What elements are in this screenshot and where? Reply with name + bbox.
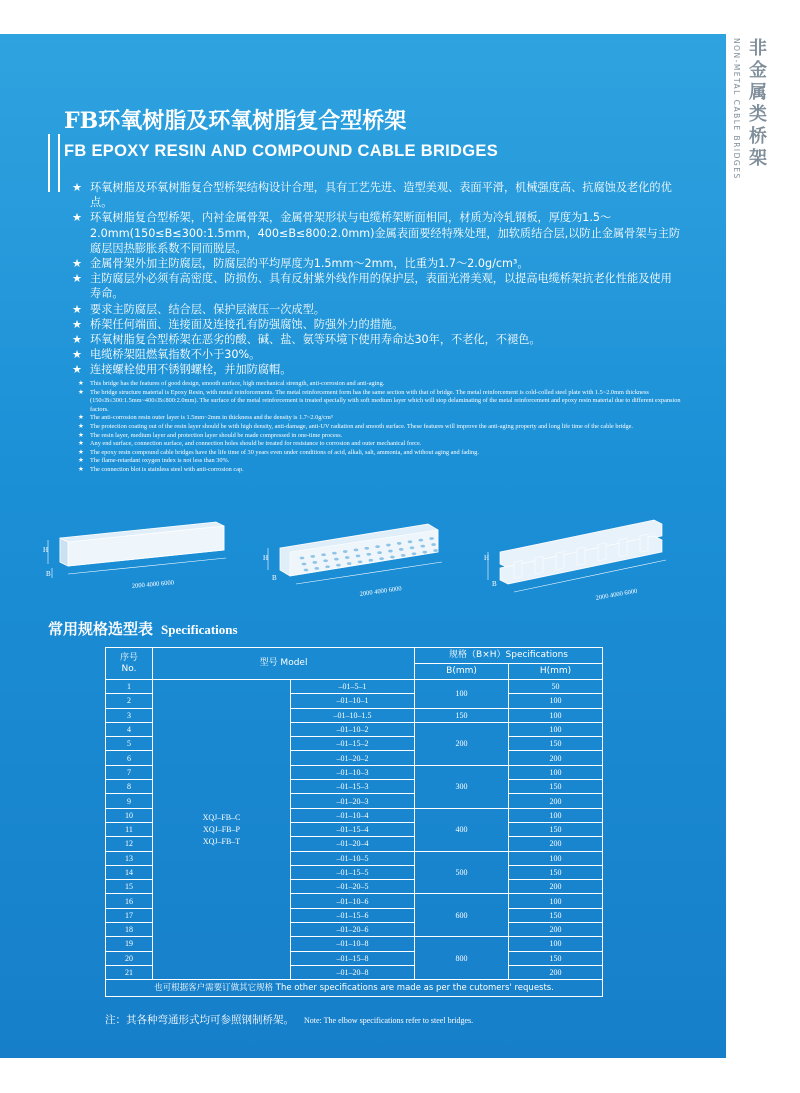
- drawing-3-b-label: B: [492, 580, 497, 588]
- cell-model-suffix: –01–10–3: [291, 765, 415, 779]
- feature-en-item: [78, 432, 683, 441]
- feature-cn-item: [72, 180, 682, 210]
- perforation-hole: [401, 554, 406, 557]
- perforation-hole: [315, 567, 320, 570]
- specifications-table: [105, 647, 603, 997]
- cell-model-suffix: –01–20–5: [291, 880, 415, 894]
- ladder-rung: [577, 547, 585, 565]
- feature-cn-item: [72, 332, 682, 347]
- perforation-hole: [390, 556, 395, 559]
- ladder-rung: [535, 556, 543, 574]
- feature-cn-item-text: 主防腐层外必须有高密度、防损伤、具有反射紫外线作用的保护层，表面光滑美观，以提高电缆桥架抗老化性能及使用寿命。: [90, 272, 672, 301]
- drawing-1-length-label: 2000 4000 6000: [131, 579, 175, 590]
- cell-model-suffix: –01–10–1.5: [291, 708, 415, 722]
- perforation-hole: [334, 558, 339, 561]
- perforation-hole: [358, 561, 363, 564]
- header-h: H(mm): [509, 664, 603, 680]
- star-bullet-icon: ★: [78, 422, 84, 430]
- perforation-hole: [408, 540, 413, 543]
- cell-h: 100: [509, 894, 603, 908]
- cell-model-suffix: –01–20–4: [291, 837, 415, 851]
- perforation-hole: [399, 548, 404, 551]
- side-label-char: 类: [749, 104, 767, 125]
- cell-model-suffix: –01–15–8: [291, 951, 415, 965]
- cell-h: 150: [509, 737, 603, 751]
- star-bullet-icon: ★: [78, 388, 84, 396]
- ladder-rung: [514, 560, 522, 578]
- feature-cn-item-text: 环氧树脂及环氧树脂复合型桥架结构设计合理，具有工艺先进、造型美观、表面平滑，机械强度高、抗腐蚀及老化的优点。: [90, 181, 672, 210]
- side-label-char: 架: [749, 148, 767, 169]
- spec-heading: [48, 618, 238, 639]
- cell-no: 6: [106, 751, 153, 765]
- perforation-hole: [386, 544, 391, 547]
- feature-cn-item-text: 连接螺栓使用不锈钢螺栓，并加防腐帽。: [90, 363, 292, 377]
- feature-cn-item: [72, 271, 682, 301]
- cell-b: 100: [415, 680, 509, 709]
- cell-model-suffix: –01–15–6: [291, 908, 415, 922]
- cell-model-suffix: –01–15–5: [291, 865, 415, 879]
- cell-b: 800: [415, 937, 509, 980]
- cell-no: 9: [106, 794, 153, 808]
- drawing-3-length-label: 2000 4000 6000: [595, 587, 638, 602]
- spec-heading-cn: 常用规格选型表: [48, 620, 154, 638]
- perforation-hole: [429, 537, 434, 540]
- feature-en-item-text: Any end surface, connection surface, and connection holes should be treated for resistance to corrosion and outer mechanical force.: [90, 440, 422, 448]
- cell-no: 3: [106, 708, 153, 722]
- cell-h: 150: [509, 951, 603, 965]
- ladder-rung: [556, 552, 564, 570]
- side-label-cn: [748, 38, 768, 170]
- perforation-hole: [369, 559, 374, 562]
- perforation-hole: [313, 561, 318, 564]
- cell-model-suffix: –01–10–4: [291, 808, 415, 822]
- cell-model-suffix: –01–5–1: [291, 680, 415, 694]
- cell-no: 4: [106, 722, 153, 736]
- side-label-en: NON-METAL CABLE BRIDGES: [732, 38, 741, 180]
- cell-h: 100: [509, 708, 603, 722]
- feature-cn-item-text: 要求主防腐层、结合层、保护层液压一次成型。: [90, 302, 325, 316]
- cell-model-suffix: –01–15–4: [291, 822, 415, 836]
- cell-b: 600: [415, 894, 509, 937]
- feature-cn-item: [72, 347, 682, 362]
- cell-no: 7: [106, 765, 153, 779]
- feature-cn-item: [72, 256, 682, 271]
- features-en-list: [78, 380, 683, 475]
- cell-model-suffix: –01–20–8: [291, 965, 415, 979]
- header-spec: 规格（B×H）Specifications: [415, 648, 603, 664]
- feature-en-item-text: This bridge has the features of good design, smooth surface, high mechanical strength, anti-corrosion and anti-aging.: [90, 380, 385, 387]
- cell-no: 1: [106, 680, 153, 694]
- solid-tray-drawing: [40, 516, 250, 596]
- perforation-hole: [375, 545, 380, 548]
- perforation-hole: [311, 555, 316, 558]
- cell-h: 200: [509, 923, 603, 937]
- cell-h: 100: [509, 851, 603, 865]
- cell-no: 15: [106, 880, 153, 894]
- cell-b: 150: [415, 708, 509, 722]
- cell-h: 150: [509, 780, 603, 794]
- cell-model-prefix: [153, 680, 291, 980]
- cell-no: 20: [106, 951, 153, 965]
- perforation-hole: [379, 557, 384, 560]
- cell-model-suffix: –01–20–3: [291, 794, 415, 808]
- footnote: [105, 1008, 473, 1027]
- cell-model-suffix: –01–15–3: [291, 780, 415, 794]
- feature-cn-item-text: 金属骨架外加主防腐层，防腐层的平均厚度为1.5mm～2mm，比重为1.7～2.0g/cm³。: [90, 257, 529, 271]
- star-bullet-icon: ★: [72, 333, 83, 347]
- star-bullet-icon: ★: [72, 272, 83, 286]
- perforation-hole: [410, 546, 415, 549]
- cell-b: 500: [415, 851, 509, 894]
- perforation-hole: [347, 562, 352, 565]
- perforation-hole: [423, 551, 428, 554]
- feature-cn-item-text: 桥架任何端面、连接面及连接孔有防强腐蚀、防强外力的措施。: [90, 317, 404, 331]
- feature-en-item-text: The flame-retardant oxygen index is not less than 30%.: [90, 457, 230, 465]
- perforation-hole: [433, 549, 438, 552]
- feature-en-item-text: The protection coating out of the resin layer should be with high density, anti-damage, anti-UV radiation and smooth surface. These features will improve the anti-aging property and long life time of the cable bridge.: [90, 422, 634, 430]
- header-no: 序号 No.: [106, 648, 153, 680]
- star-bullet-icon: ★: [78, 431, 84, 439]
- perforation-hole: [431, 543, 436, 546]
- perforation-hole: [343, 550, 348, 553]
- cell-b: 200: [415, 722, 509, 765]
- cell-h: 100: [509, 722, 603, 736]
- cell-model-suffix: –01–20–6: [291, 923, 415, 937]
- cell-model-suffix: –01–10–1: [291, 694, 415, 708]
- cell-h: 150: [509, 908, 603, 922]
- drawing-3-h-label: H: [484, 554, 490, 562]
- drawing-2-b-label: B: [272, 574, 277, 582]
- cell-h: 100: [509, 808, 603, 822]
- feature-cn-item: [72, 302, 682, 317]
- perforation-hole: [304, 569, 309, 572]
- star-bullet-icon: ★: [72, 363, 83, 377]
- title-accent-bars: [48, 134, 60, 192]
- cell-model-suffix: –01–20–2: [291, 751, 415, 765]
- table-row: [106, 680, 603, 694]
- star-bullet-icon: ★: [72, 257, 83, 271]
- side-label-char: 金: [749, 60, 767, 81]
- feature-en-item: [78, 440, 683, 449]
- feature-en-item: [78, 380, 683, 389]
- perforation-hole: [421, 545, 426, 548]
- cell-b: 300: [415, 765, 509, 808]
- perforation-hole: [388, 550, 393, 553]
- cell-h: 200: [509, 965, 603, 979]
- footnote-en: Note: The elbow specifications refer to steel bridges.: [304, 1016, 474, 1025]
- perforation-hole: [302, 563, 307, 566]
- cell-no: 17: [106, 908, 153, 922]
- side-label-char: 桥: [749, 126, 767, 147]
- cell-h: 100: [509, 694, 603, 708]
- header-model: 型号 Model: [153, 648, 415, 680]
- header-b: B(mm): [415, 664, 509, 680]
- cell-no: 21: [106, 965, 153, 979]
- model-prefix-text: XQJ–FB–C XQJ–FB–P XQJ–FB–T: [202, 812, 241, 846]
- star-bullet-icon: ★: [72, 317, 83, 331]
- feature-cn-item-text: 环氧树脂复合型桥架，内衬金属骨架，金属骨架形状与电缆桥架断面相同，材质为冷轧钢板，厚度为1.5～2.0mm(150≤B≤300:1.5mm，400≤B≤800:2.0mm)金属表面要经特殊处理，加软质结合层,以防止金属骨架与主防腐层因热膨胀系数不同而脱层。: [90, 211, 681, 255]
- ladder-rung: [640, 534, 648, 552]
- cell-h: 150: [509, 822, 603, 836]
- ladder-rung: [619, 538, 627, 556]
- ladder-rung: [598, 543, 606, 561]
- cell-no: 11: [106, 822, 153, 836]
- perforated-tray-drawing: [262, 518, 472, 602]
- drawing-2-h-label: H: [263, 554, 269, 562]
- perforation-hole: [323, 559, 328, 562]
- perforation-hole: [419, 539, 424, 542]
- footnote-cn: 注：其各种弯通形式均可参照钢制桥架。: [105, 1014, 294, 1026]
- cell-model-suffix: –01–15–2: [291, 737, 415, 751]
- star-bullet-icon: ★: [78, 457, 84, 465]
- feature-cn-item: [72, 317, 682, 332]
- feature-en-item-text: The epoxy resin compound cable bridges have the life time of 30 years even under conditions of acid, alkali, salt, ammonia, and without aging and fading.: [90, 448, 479, 456]
- spec-heading-en: Specifications: [161, 622, 238, 637]
- star-bullet-icon: ★: [72, 302, 83, 316]
- feature-cn-item: [72, 362, 682, 377]
- perforation-hole: [377, 551, 382, 554]
- side-category-label: [732, 34, 770, 214]
- feature-en-item-text: The resin layer, medium layer and protection layer should be made compressed in one-time process.: [90, 431, 343, 439]
- feature-en-item-text: The connection blot is stainless steel with anti-corrosion cap.: [90, 465, 244, 473]
- star-bullet-icon: ★: [78, 448, 84, 456]
- side-label-char: 非: [749, 38, 767, 59]
- cell-b: 400: [415, 808, 509, 851]
- cell-h: 50: [509, 680, 603, 694]
- perforation-hole: [321, 553, 326, 556]
- perforation-hole: [356, 555, 361, 558]
- star-bullet-icon: ★: [78, 414, 84, 422]
- cell-h: 200: [509, 880, 603, 894]
- cell-model-suffix: –01–10–8: [291, 937, 415, 951]
- cell-h: 200: [509, 794, 603, 808]
- feature-en-item: [78, 389, 683, 415]
- cell-no: 5: [106, 737, 153, 751]
- cell-no: 13: [106, 851, 153, 865]
- cell-no: 16: [106, 894, 153, 908]
- page-title-en: FB EPOXY RESIN AND COMPOUND CABLE BRIDGES: [64, 142, 499, 160]
- cell-model-suffix: –01–10–6: [291, 894, 415, 908]
- feature-cn-item: [72, 210, 682, 256]
- feature-en-item: [78, 449, 683, 458]
- feature-en-item: [78, 423, 683, 432]
- feature-en-item: [78, 457, 683, 466]
- perforation-hole: [354, 549, 359, 552]
- perforation-hole: [345, 556, 350, 559]
- perforation-hole: [300, 557, 305, 560]
- cell-h: 150: [509, 865, 603, 879]
- cell-model-suffix: –01–10–5: [291, 851, 415, 865]
- feature-en-item-text: The anti-corrosion resin outer layer is 1.5mm~2mm in thickness and the density is 1.7~2.0g/cm³: [90, 414, 333, 422]
- cell-h: 200: [509, 837, 603, 851]
- perforation-hole: [397, 542, 402, 545]
- cell-model-suffix: –01–10–2: [291, 722, 415, 736]
- drawing-2-length-label: 2000 4000 6000: [359, 585, 403, 598]
- star-bullet-icon: ★: [78, 465, 84, 473]
- star-bullet-icon: ★: [78, 440, 84, 448]
- ladder-tray-drawing: [484, 516, 684, 606]
- drawing-1-b-label: B: [46, 570, 51, 578]
- table-note: 也可根据客户需要订做其它规格 The other specifications are made as per the cutomers' requests.: [106, 980, 603, 997]
- feature-en-item: [78, 466, 683, 475]
- features-cn-list: [72, 180, 682, 378]
- side-label-char: 属: [749, 82, 767, 103]
- cell-h: 100: [509, 937, 603, 951]
- cell-no: 14: [106, 865, 153, 879]
- star-bullet-icon: ★: [78, 380, 84, 387]
- cell-h: 100: [509, 765, 603, 779]
- feature-en-item-text: The bridge structure material is Epoxy Resin, with metal reinforcements. The metal reinforcement form has the same section with that of bridge. The metal reinforcement is cold-colled steel plate with 1.5~2.0mm thickness (150≤B≤300:1.5mm~400≤B≤800:2.0mm). The surface of the metal reinforcement is treated specially with soft medium layer which will stop delaminating of the metal reinforcement and epoxy resin material due to different expansion factors.: [90, 388, 681, 413]
- cell-no: 12: [106, 837, 153, 851]
- star-bullet-icon: ★: [72, 181, 83, 194]
- cell-h: 200: [509, 751, 603, 765]
- feature-cn-item-text: 电缆桥架阻燃氧指数不小于30%。: [90, 348, 261, 362]
- perforation-hole: [332, 552, 337, 555]
- star-bullet-icon: ★: [72, 211, 83, 225]
- perforation-hole: [367, 553, 372, 556]
- perforation-hole: [412, 552, 417, 555]
- feature-cn-item-text: 环氧树脂复合型桥架在恶劣的酸、碱、盐、氨等环境下使用寿命达30年，不老化，不褪色。: [90, 333, 541, 347]
- cell-no: 2: [106, 694, 153, 708]
- cell-no: 10: [106, 808, 153, 822]
- perforation-hole: [336, 564, 341, 567]
- drawing-1-h-label: H: [43, 546, 49, 554]
- cell-no: 18: [106, 923, 153, 937]
- perforation-hole: [365, 547, 370, 550]
- cell-no: 8: [106, 780, 153, 794]
- feature-en-item: [78, 414, 683, 423]
- star-bullet-icon: ★: [72, 348, 83, 362]
- page-title-cn: FB环氧树脂及环氧树脂复合型桥架: [64, 108, 407, 134]
- blue-content-panel: [0, 34, 726, 1058]
- perforation-hole: [325, 565, 330, 568]
- cell-no: 19: [106, 937, 153, 951]
